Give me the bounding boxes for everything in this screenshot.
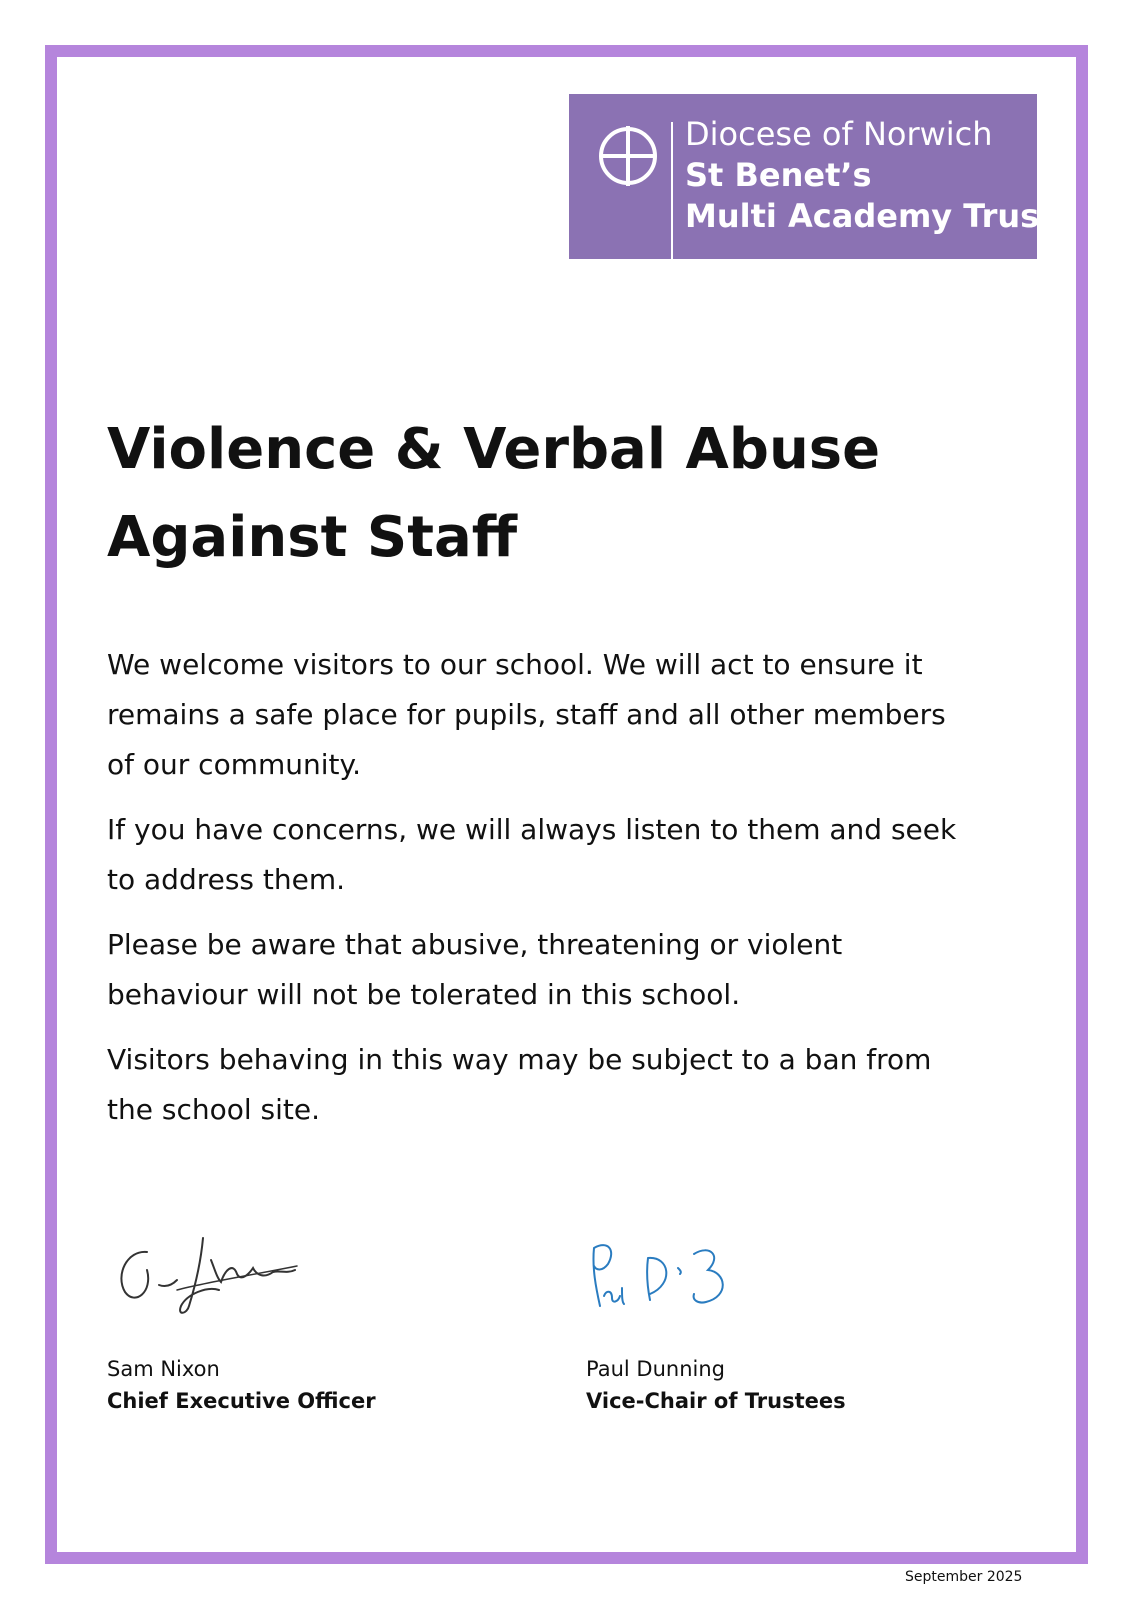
notice-body (107, 640, 1067, 1150)
signatory-role: Chief Executive Officer (107, 1389, 376, 1413)
paragraph-line: Please be aware that abusive, threatening or violent (107, 928, 843, 961)
cross-in-circle-icon (596, 124, 660, 188)
paragraph-line: of our community. (107, 748, 361, 781)
logo-divider (671, 122, 673, 259)
logo-line-trust: Multi Academy Trust (685, 197, 1055, 235)
trust-logo (569, 94, 1055, 259)
paragraph-line: remains a safe place for pupils, staff and all other members (107, 698, 946, 731)
signatory-name: Sam Nixon (107, 1357, 220, 1381)
paragraph-line: If you have concerns, we will always listen to them and seek (107, 813, 957, 846)
paragraph-concerns (107, 805, 1067, 905)
handwritten-signature-icon (586, 1230, 806, 1325)
paragraph-line: We welcome visitors to our school. We will act to ensure it (107, 648, 923, 681)
title-line-2: Against Staff (107, 505, 518, 570)
paragraph-line: Visitors behaving in this way may be subject to a ban from (107, 1043, 932, 1076)
issue-date: September 2025 (905, 1569, 1023, 1585)
signatory-name: Paul Dunning (586, 1357, 725, 1381)
title-line-1: Violence & Verbal Abuse (107, 417, 881, 482)
paragraph-ban (107, 1035, 1067, 1135)
logo-line-st-benets: St Benet’s (685, 156, 872, 194)
paragraph-warning (107, 920, 1067, 1020)
page-title (107, 406, 880, 582)
paragraph-line: to address them. (107, 863, 346, 896)
signatory-vice-chair (586, 1230, 986, 1417)
logo-line-diocese: Diocese of Norwich (685, 115, 993, 153)
logo-text (685, 114, 1055, 237)
signatory-role: Vice-Chair of Trustees (586, 1389, 846, 1413)
paragraph-line: behaviour will not be tolerated in this school. (107, 978, 741, 1011)
paragraph-welcome (107, 640, 1067, 790)
signatory-ceo (107, 1230, 507, 1417)
handwritten-signature-icon (107, 1230, 327, 1325)
paragraph-line: the school site. (107, 1093, 320, 1126)
